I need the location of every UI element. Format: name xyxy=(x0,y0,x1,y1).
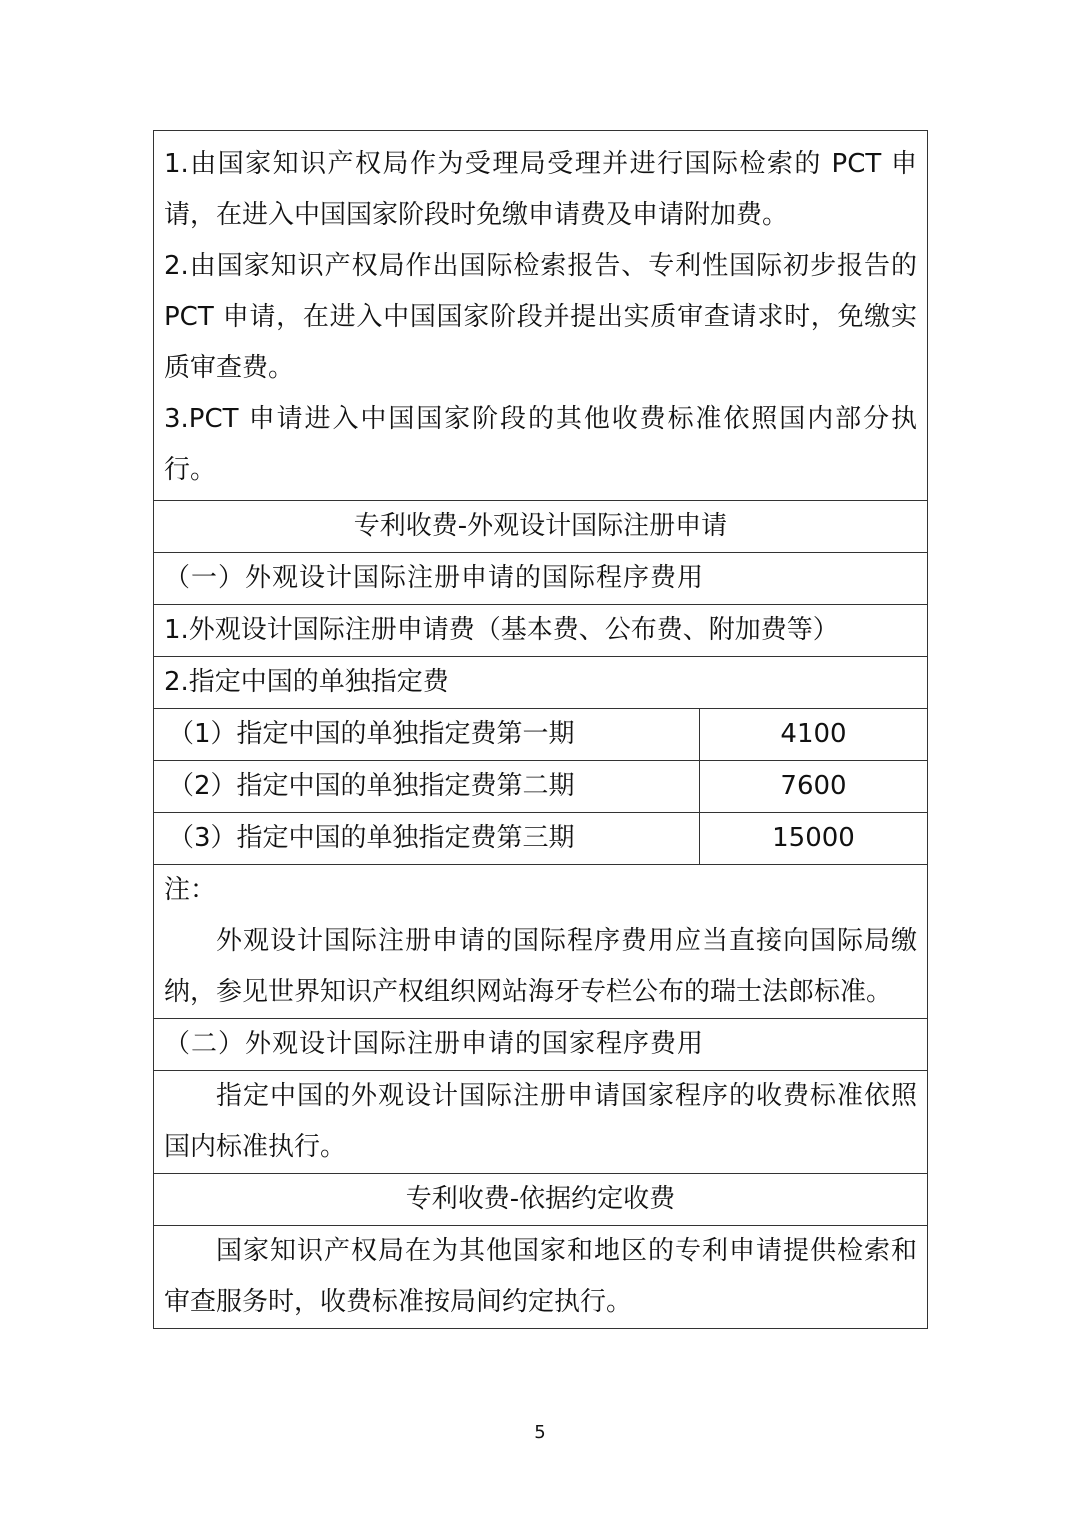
note-text: 外观设计国际注册申请的国际程序费用应当直接向国际局缴纳，参见世界知识产权组织网站海牙专栏公布的瑞士法郎标准。 xyxy=(164,926,917,1007)
pct-note-2: 2.由国家知识产权局作出国际检索报告、专利性国际初步报告的 PCT 申请，在进入中国国家阶段并提出实质审查请求时，免缴实质审查费。 xyxy=(164,251,917,383)
fee-label: （3）指定中国的单独指定费第三期 xyxy=(154,813,700,865)
agreement-section-title: 专利收费-依据约定收费 xyxy=(154,1174,928,1226)
pct-note-1: 1.由国家知识产权局作为受理局受理并进行国际检索的 PCT 申请，在进入中国国家阶段时免缴申请费及申请附加费。 xyxy=(164,149,917,230)
fee-row xyxy=(154,813,928,865)
fee-label: （1）指定中国的单独指定费第一期 xyxy=(154,709,700,761)
fee-amount: 15000 xyxy=(700,813,928,865)
part1-heading: （一）外观设计国际注册申请的国际程序费用 xyxy=(154,553,928,605)
part1-item2-row xyxy=(154,657,928,709)
part2-heading: （二）外观设计国际注册申请的国家程序费用 xyxy=(154,1019,928,1071)
fee-amount: 7600 xyxy=(700,761,928,813)
note-row xyxy=(154,865,928,1019)
pct-notes-row xyxy=(154,131,928,501)
fee-amount: 4100 xyxy=(700,709,928,761)
part1-heading-row xyxy=(154,553,928,605)
design-section-title-row xyxy=(154,501,928,553)
agreement-text-row xyxy=(154,1226,928,1329)
pct-note-3: 3.PCT 申请进入中国国家阶段的其他收费标准依照国内部分执行。 xyxy=(164,404,917,485)
part1-item1-row xyxy=(154,605,928,657)
part1-item2: 2.指定中国的单独指定费 xyxy=(154,657,928,709)
fee-row xyxy=(154,761,928,813)
design-section-title: 专利收费-外观设计国际注册申请 xyxy=(154,501,928,553)
fee-row xyxy=(154,709,928,761)
agreement-text: 国家知识产权局在为其他国家和地区的专利申请提供检索和审查服务时，收费标准按局间约定执行。 xyxy=(164,1236,917,1317)
fee-label: （2）指定中国的单独指定费第二期 xyxy=(154,761,700,813)
part2-heading-row xyxy=(154,1019,928,1071)
agreement-section-title-row xyxy=(154,1174,928,1226)
part2-text-row xyxy=(154,1071,928,1174)
part1-item1: 1.外观设计国际注册申请费（基本费、公布费、附加费等） xyxy=(154,605,928,657)
page-number: 5 xyxy=(534,1422,546,1443)
part2-text: 指定中国的外观设计国际注册申请国家程序的收费标准依照国内标准执行。 xyxy=(164,1081,917,1162)
note-label: 注： xyxy=(164,875,217,905)
fee-table xyxy=(153,130,928,1329)
